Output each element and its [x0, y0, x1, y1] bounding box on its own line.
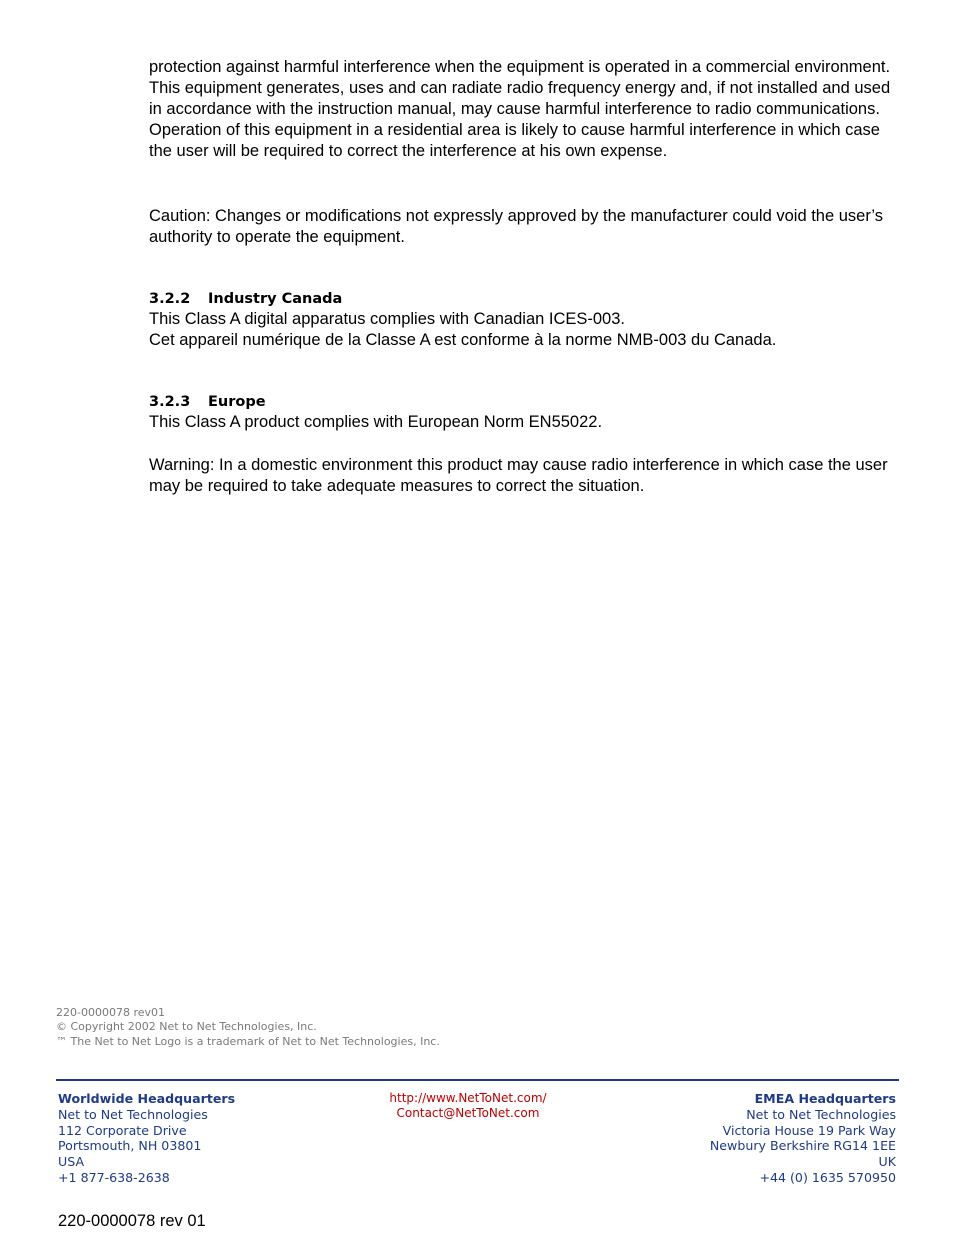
worldwide-hq-company: Net to Net Technologies — [58, 1106, 208, 1122]
section-number: 3.2.3 — [149, 394, 191, 410]
emea-hq-phone: +44 (0) 1635 570950 — [759, 1169, 896, 1185]
emea-hq-title: EMEA Headquarters — [754, 1091, 896, 1106]
worldwide-hq-street: 112 Corporate Drive — [58, 1122, 187, 1138]
europe-warning: Warning: In a domestic environment this product may cause radio interference in which case the user may be required to take adequate measures to correct the situation. — [149, 456, 888, 495]
trademark-notice: ™ The Net to Net Logo is a trademark of Net to Net Technologies, Inc. — [56, 1034, 440, 1048]
fcc-interference-paragraph: protection against harmful interference when the equipment is operated in a commercial environment. This equipment generates, uses and can radiate radio frequency energy and, if not installed and used in accordance with the instruction manual, may cause harmful interference to radio communications. Operation of this equipment in a residential area is likely to cause harmful interference in which case the user will be required to correct the interference at his own expense. — [149, 58, 891, 160]
section-heading-industry-canada — [149, 290, 342, 308]
section-heading-europe — [149, 393, 266, 411]
copyright-notice: © Copyright 2002 Net to Net Technologies, Inc. — [56, 1020, 317, 1034]
canada-compliance-en: This Class A digital apparatus complies with Canadian ICES-003. — [149, 310, 625, 328]
legal-notice — [56, 1006, 440, 1049]
worldwide-hq-address — [58, 1091, 235, 1186]
document-id: 220-0000078 rev 01 — [58, 1212, 206, 1230]
section-title: Industry Canada — [208, 291, 343, 307]
contact-email-link[interactable]: Contact@NetToNet.com — [396, 1105, 540, 1120]
emea-hq-company: Net to Net Technologies — [746, 1106, 896, 1122]
section-title: Europe — [208, 394, 266, 410]
caution-paragraph: Caution: Changes or modifications not expressly approved by the manufacturer could void the user’s authority to operate the equipment. — [149, 207, 884, 246]
emea-hq-street: Victoria House 19 Park Way — [722, 1122, 896, 1138]
section-number: 3.2.2 — [149, 291, 191, 307]
emea-hq-city: Newbury Berkshire RG14 1EE — [709, 1138, 896, 1154]
emea-hq-country: UK — [878, 1154, 896, 1170]
worldwide-hq-phone: +1 877-638-2638 — [58, 1169, 170, 1185]
worldwide-hq-country: USA — [58, 1154, 85, 1170]
europe-compliance: This Class A product complies with European Norm EN55022. — [149, 413, 603, 431]
web-contact — [368, 1091, 568, 1120]
part-number: 220-0000078 rev01 — [56, 1006, 166, 1019]
emea-hq-address — [710, 1091, 896, 1186]
worldwide-hq-title: Worldwide Headquarters — [58, 1091, 236, 1106]
worldwide-hq-city: Portsmouth, NH 03801 — [58, 1138, 202, 1154]
website-link[interactable]: http://www.NetToNet.com/ — [389, 1091, 547, 1105]
footer-divider — [56, 1079, 899, 1081]
canada-compliance-fr: Cet appareil numérique de la Classe A est conforme à la norme NMB-003 du Canada. — [149, 331, 777, 349]
